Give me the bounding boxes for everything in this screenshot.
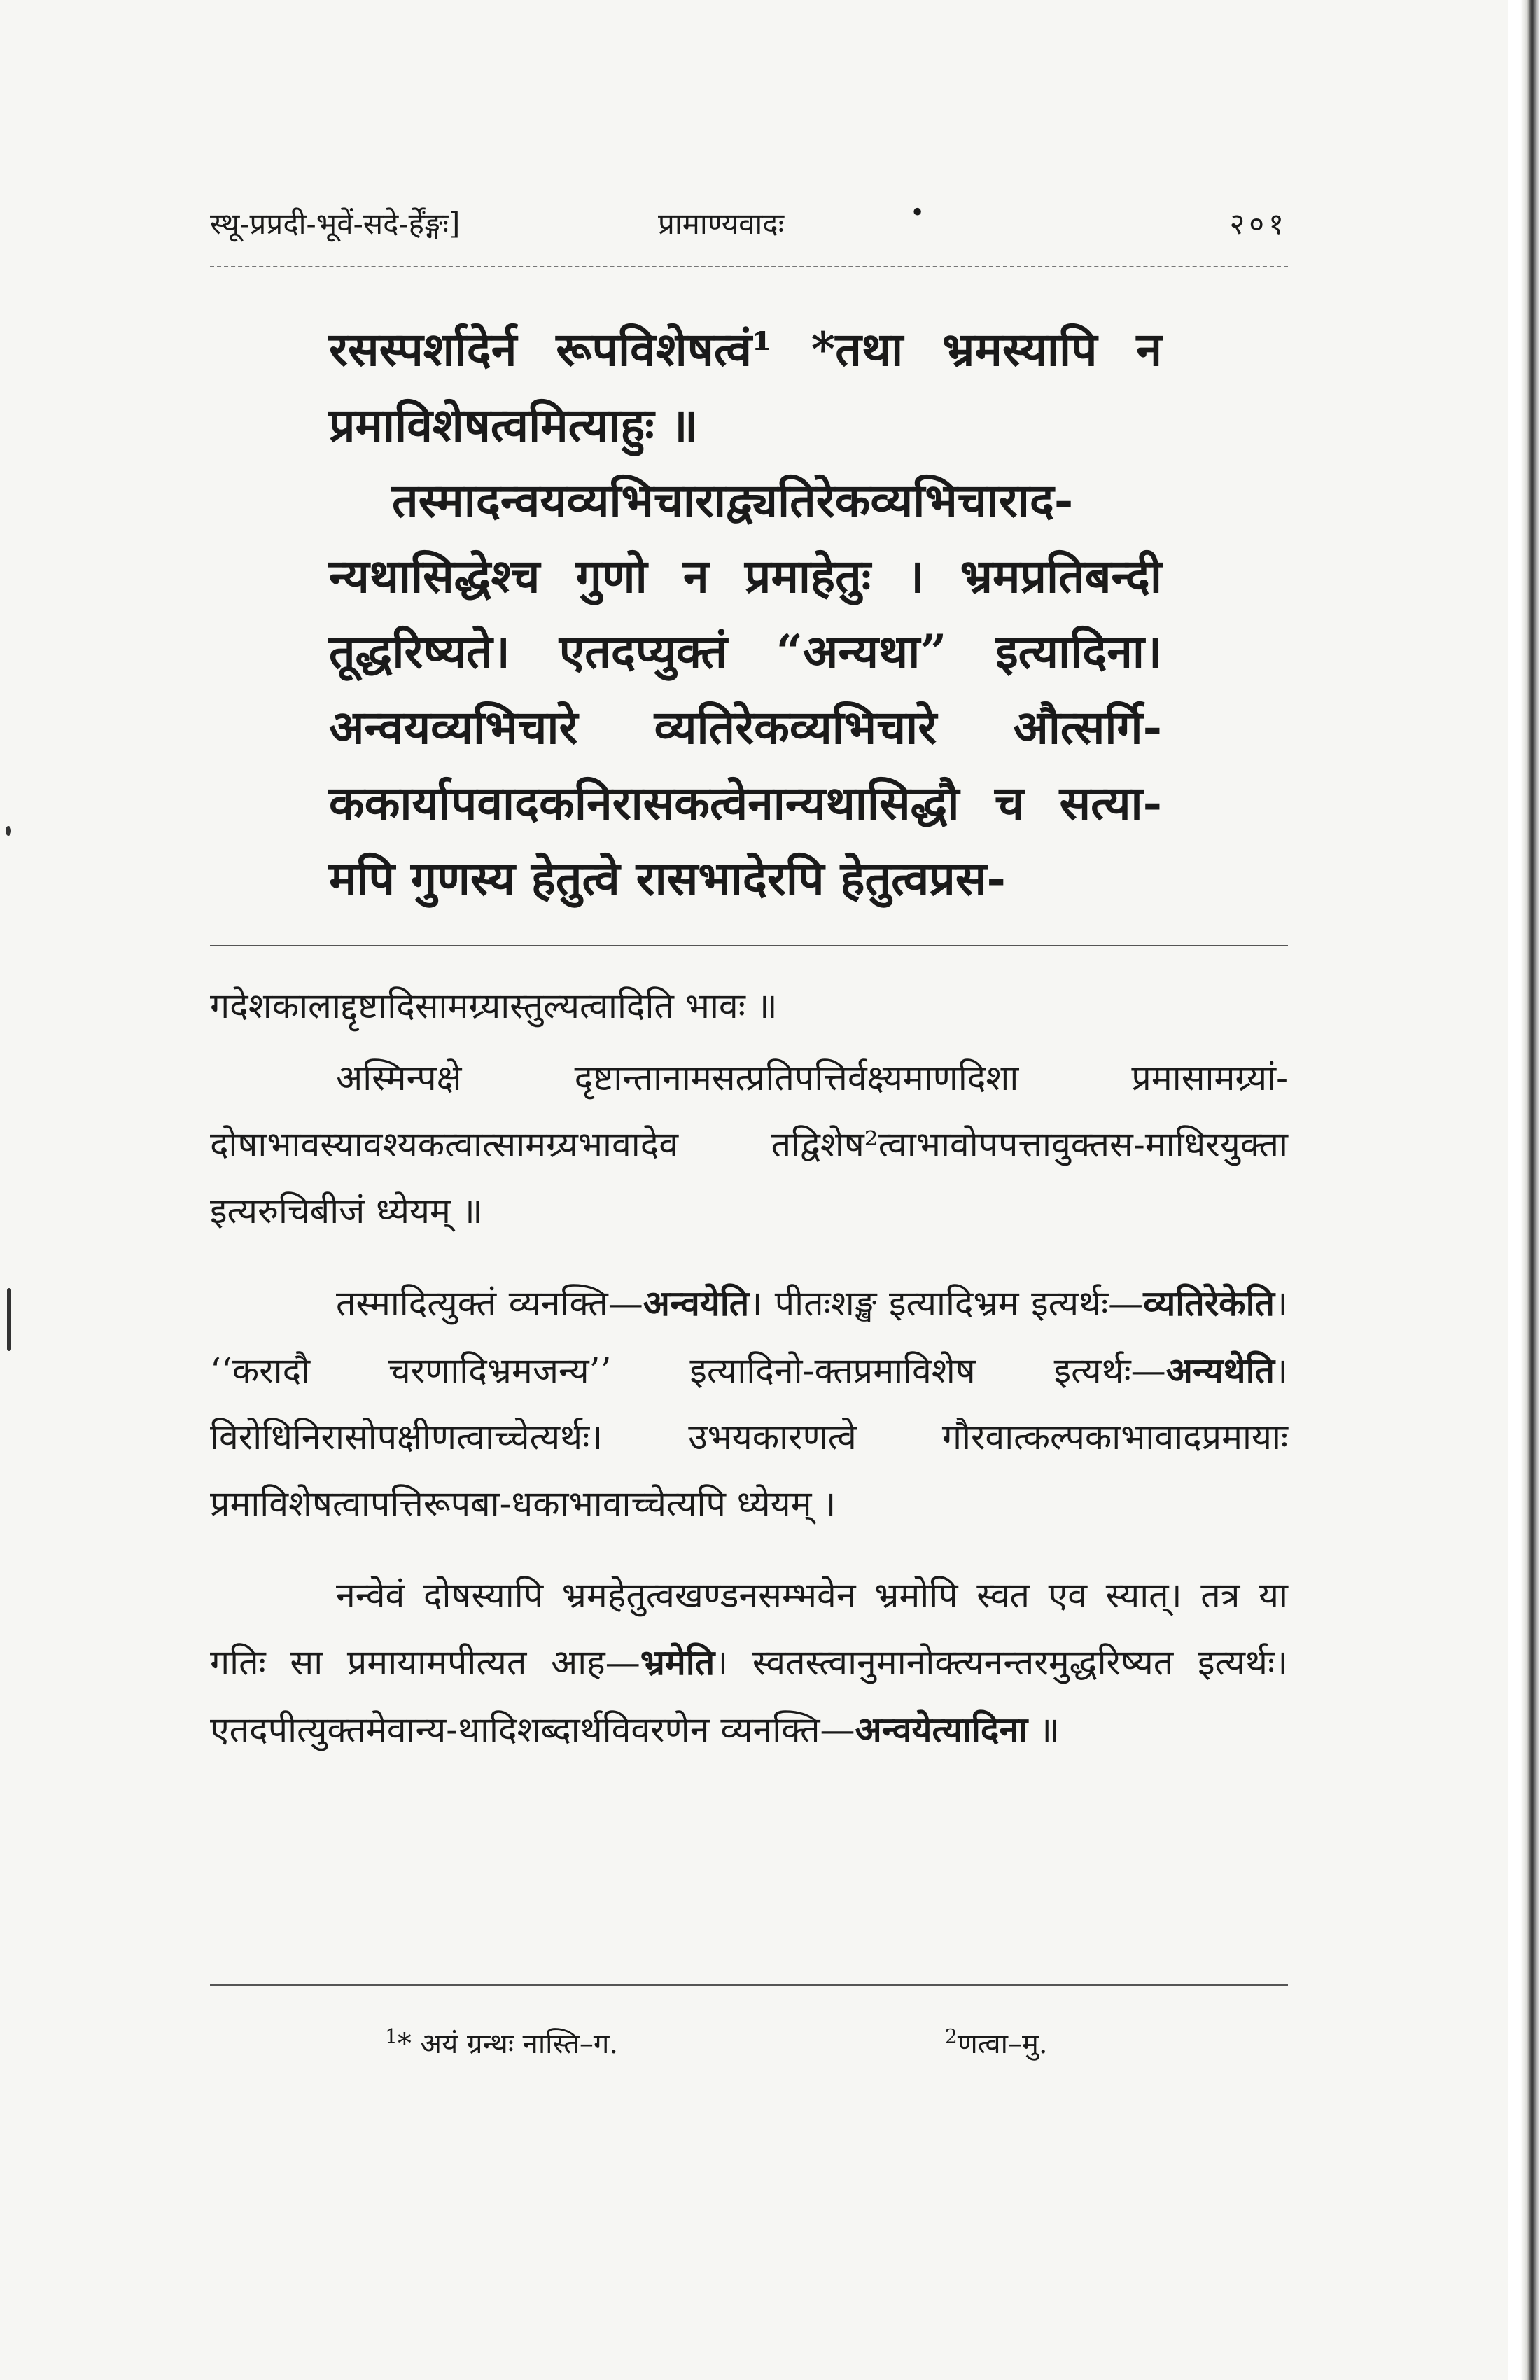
footnote-text: णत्वा–मु. — [957, 2028, 1048, 2060]
pratika-keyword: अन्वयेत्यादिना — [855, 1709, 1028, 1750]
header-rule — [210, 266, 1288, 267]
running-head-dot: • — [910, 199, 925, 227]
mula-text — [329, 312, 1162, 916]
commentary-paragraph: गदेशकालाद्दृष्टादिसामग्र्यास्तुल्यत्वादिति भावः ॥ — [210, 986, 778, 1026]
footnote-marker: 2 — [945, 2024, 958, 2048]
commentary-paragraph: अस्मिन्पक्षे दृष्टान्तानामसत्प्रतिपत्तिर्वक्ष्यमाणदिशा प्रमासामग्र्यां-दोषाभावस्यावश्यकत्वात्सामग्र्यभावादेव तद्विशेष²त्वाभावोपपत्तावुक्तस-माधिरयुक्ता इत्यरुचिबीजं ध्येयम् ॥ — [210, 1058, 1288, 1231]
commentary-text-run: ॥ — [1028, 1709, 1060, 1750]
commentary-text-run: नन्वेवं दोषस्यापि भ्रमहेतुत्वखण्डनसम्भवेन भ्रमोपि स्वत एव स्यात्। तत्र या गतिः सा प्रमायामपीत्यत आह— — [210, 1575, 1288, 1683]
commentary-paragraph — [210, 1562, 1288, 1763]
commentary-text-run: । विरोधिनिरासोपक्षीणत्वाच्चेत्यर्थः। उभयकारणत्वे गौरवात्कल्पकाभावादप्रमायाः प्रमाविशेषत्वापत्तिरूपबा-धकाभावाच्चेत्यपि ध्येयम् । — [210, 1350, 1288, 1524]
footnote-rule — [210, 1984, 1288, 1986]
margin-speck — [7, 1288, 11, 1351]
pratika-keyword: व्यतिरेकेति — [1143, 1282, 1275, 1324]
commentary-text — [210, 973, 1288, 1769]
mula-commentary-divider — [210, 945, 1288, 946]
mula-paragraph: तस्मादन्वयव्यभिचाराद्व्यतिरेकव्यभिचाराद-न्यथासिद्धेश्च गुणो न प्रमाहेतुः । भ्रमप्रतिबन्दी तूद्धरिष्यते। एतदप्युक्तं “अन्यथा” इत्यादिना। अन्वयव्यभिचारे व्यतिरेकव्यभिचारे औत्सर्गि-ककार्यापवादकनिरासकत्वेनान्यथासिद्धौ च सत्या-मपि गुणस्य हेतुत्वे रासभादेरपि हेतुत्वप्रस- — [329, 473, 1162, 906]
pratika-keyword: अन्यथेति — [1166, 1350, 1275, 1391]
running-head — [210, 199, 1288, 252]
running-head-title: प्रामाण्यवादः — [658, 206, 785, 241]
footnotes — [210, 2023, 1288, 2072]
footnote-2 — [945, 2023, 1048, 2062]
footnote-text: * अयं ग्रन्थः नास्ति–ग. — [397, 2028, 619, 2060]
commentary-text-run: तस्मादित्युक्तं व्यनक्ति— — [336, 1283, 643, 1324]
commentary-text-run: । पीतःशङ्ख इत्यादिभ्रम इत्यर्थः— — [749, 1283, 1144, 1324]
commentary-text-run: । ‘‘करादौ चरणादिभ्रमजन्य’’ इत्यादिनो-क्तप्रमाविशेष इत्यर्थः— — [210, 1283, 1288, 1391]
running-head-left: स्थू-प्रप्रदी-भूवें-सदे-र्हेंङ्गः] — [210, 206, 461, 241]
pratika-keyword: अन्वयेति — [643, 1282, 750, 1324]
page-number: २०१ — [1229, 206, 1288, 241]
commentary-paragraph — [210, 1270, 1288, 1537]
binding-edge — [1508, 0, 1540, 2380]
footnote-marker: 1 — [385, 2024, 398, 2048]
footnote-1 — [385, 2023, 618, 2062]
margin-speck — [6, 826, 11, 836]
pratika-keyword: भ्रमेति — [640, 1642, 715, 1683]
mula-paragraph: रसस्पर्शादेर्न रूपविशेषत्वं¹ *तथा भ्रमस्यापि न प्रमाविशेषत्वमित्याहुः ॥ — [329, 322, 1162, 452]
commentary-text-run: । स्वतस्त्वानुमानोक्त्यनन्तरमुद्धरिष्यत इत्यर्थः। एतदपीत्युक्तमेवान्य-थादिशब्दार्थविवरणेन व्यनक्ति— — [210, 1642, 1289, 1750]
